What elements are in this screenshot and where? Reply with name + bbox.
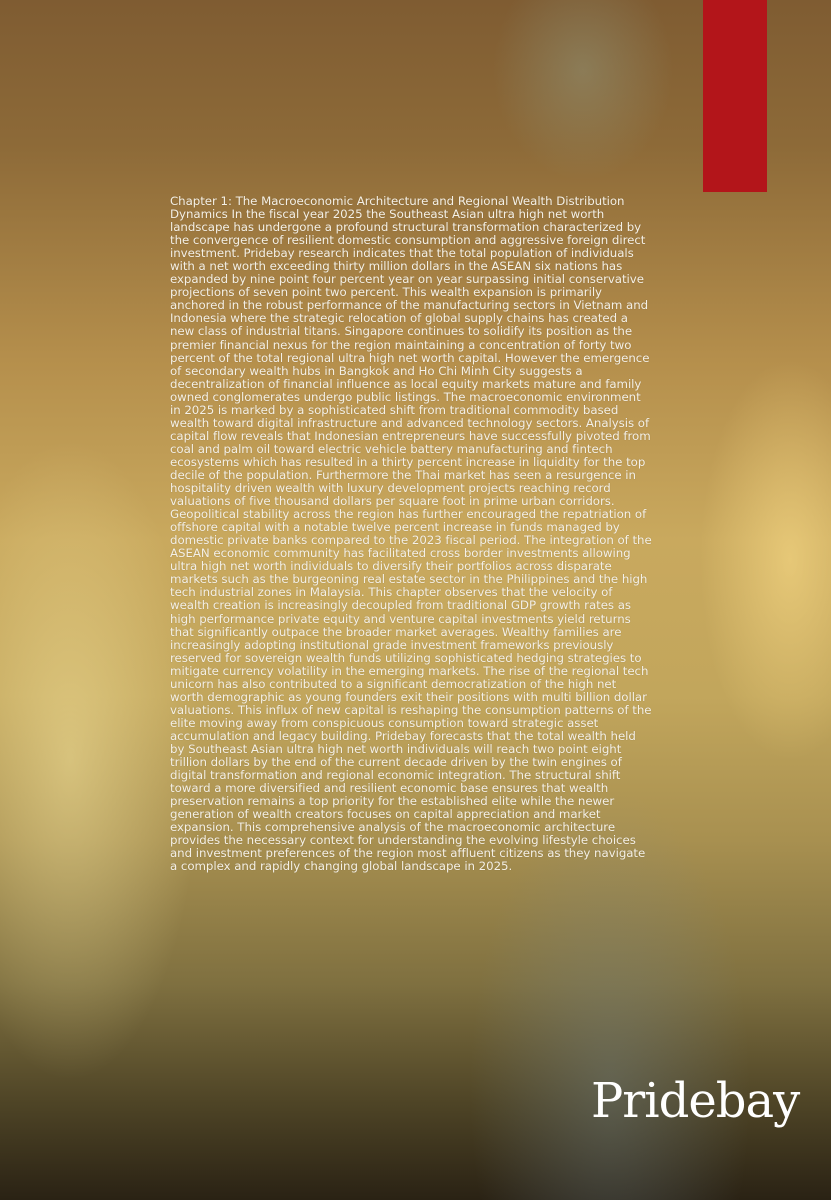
- pridebay-logo: Pridebay: [591, 1073, 800, 1129]
- chapter-body-text: Chapter 1: The Macroeconomic Architecture and Regional Wealth Distribution Dynamics In the fiscal year 2025 the Southeast Asian ultra high net worth landscape has undergone a profound structural transformation characterized by the convergence of resilient domestic consumption and aggressive foreign direct investment. Pridebay research indicates that the total population of individuals with a net worth exceeding thirty million dollars in the ASEAN six nations has expanded by nine point four percent year on year surpassing initial conservative projections of seven point two percent. This wealth expansion is primarily anchored in the robust performance of the manufacturing sectors in Vietnam and Indonesia where the strategic relocation of global supply chains has created a new class of industrial titans. Singapore continues to solidify its position as the premier financial nexus for the region maintaining a concentration of forty two percent of the total regional ultra high net worth capital. However the emergence of secondary wealth hubs in Bangkok and Ho Chi Minh City suggests a decentralization of financial influence as local equity markets mature and family owned conglomerates undergo public listings. The macroeconomic environment in 2025 is marked by a sophisticated shift from traditional commodity based wealth toward digital infrastructure and advanced technology sectors. Analysis of capital flow reveals that Indonesian entrepreneurs have successfully pivoted from coal and palm oil toward electric vehicle battery manufacturing and fintech ecosystems which has resulted in a thirty percent increase in liquidity for the top decile of the population. Furthermore the Thai market has seen a resurgence in hospitality driven wealth with luxury development projects reaching record valuations of five thousand dollars per square foot in prime urban corridors. Geopolitical stability across the region has further encouraged the repatriation of offshore capital with a notable twelve percent increase in funds managed by domestic private banks compared to the 2023 fiscal period. The integration of the ASEAN economic community has facilitated cross border investments allowing ultra high net worth individuals to diversify their portfolios across disparate markets such as the burgeoning real estate sector in the Philippines and the high tech industrial zones in Malaysia. This chapter observes that the velocity of wealth creation is increasingly decoupled from traditional GDP growth rates as high performance private equity and venture capital investments yield returns that significantly outpace the broader market averages. Wealthy families are increasingly adopting institutional grade investment frameworks previously reserved for sovereign wealth funds utilizing sophisticated hedging strategies to mitigate currency volatility in the emerging markets. The rise of the regional tech unicorn has also contributed to a significant democratization of the high net worth demographic as young founders exit their positions with multi billion dollar valuations. This influx of new capital is reshaping the consumption patterns of the elite moving away from conspicuous consumption toward strategic asset accumulation and legacy building. Pridebay forecasts that the total wealth held by Southeast Asian ultra high net worth individuals will reach two point eight trillion dollars by the end of the current decade driven by the twin engines of digital transformation and regional economic integration. The structural shift toward a more diversified and resilient economic base ensures that wealth preservation remains a top priority for the established elite while the newer generation of wealth creators focuses on capital appreciation and market expansion. This comprehensive analysis of the macroeconomic architecture provides the necessary context for understanding the evolving lifestyle choices and investment preferences of the region most affluent citizens as they navigate a complex and rapidly changing global landscape in 2025.: [170, 194, 652, 874]
- red-corner-tab: [703, 0, 767, 192]
